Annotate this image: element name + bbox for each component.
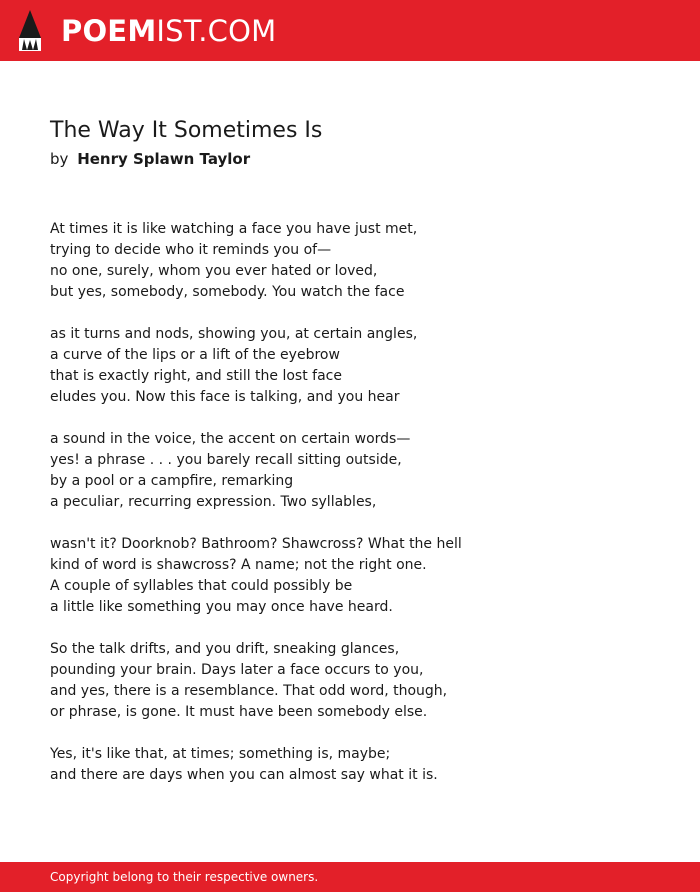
- poem-line: yes! a phrase . . . you barely recall sitting outside,: [50, 452, 402, 468]
- poem-stanza: [50, 219, 650, 303]
- poem-line: a curve of the lips or a lift of the eyebrow: [50, 347, 340, 363]
- logo-light-text: IST.COM: [156, 14, 277, 48]
- poem-line: kind of word is shawcross? A name; not the right one.: [50, 557, 427, 573]
- poem-title: The Way It Sometimes Is: [50, 118, 323, 143]
- poem-line: A couple of syllables that could possibly be: [50, 578, 353, 594]
- poem-line: eludes you. Now this face is talking, and you hear: [50, 389, 400, 405]
- poem-line: no one, surely, whom you ever hated or loved,: [50, 263, 378, 279]
- poem-line: pounding your brain. Days later a face occurs to you,: [50, 662, 424, 678]
- poem-line: as it turns and nods, showing you, at certain angles,: [50, 326, 418, 342]
- poem-line: but yes, somebody, somebody. You watch the face: [50, 284, 405, 300]
- poem-byline: [50, 148, 250, 170]
- by-label: by: [50, 150, 69, 168]
- pencil-icon[interactable]: [18, 10, 42, 51]
- poem-line: by a pool or a campfire, remarking: [50, 473, 294, 489]
- poem-line: and yes, there is a resemblance. That odd word, though,: [50, 683, 448, 699]
- poem-line: At times it is like watching a face you have just met,: [50, 221, 418, 237]
- poem-line: Yes, it's like that, at times; something is, maybe;: [50, 746, 391, 762]
- poem-line: that is exactly right, and still the lost face: [50, 368, 342, 384]
- poem-stanza: [50, 534, 650, 618]
- poem-stanza: [50, 639, 650, 723]
- site-header: [0, 0, 700, 61]
- copyright-text: Copyright belong to their respective owners.: [50, 870, 319, 884]
- poem-line: wasn't it? Doorknob? Bathroom? Shawcross? What the hell: [50, 536, 462, 552]
- poem-body: [50, 219, 650, 807]
- site-logo[interactable]: [61, 13, 276, 49]
- site-footer: [0, 862, 700, 892]
- poem-stanza: [50, 744, 650, 786]
- poem-line: a peculiar, recurring expression. Two syllables,: [50, 494, 377, 510]
- poem-line: a little like something you may once have heard.: [50, 599, 393, 615]
- poem-line: and there are days when you can almost say what it is.: [50, 767, 438, 783]
- poem-stanza: [50, 429, 650, 513]
- poem-line: trying to decide who it reminds you of—: [50, 242, 332, 258]
- poem-stanza: [50, 324, 650, 408]
- poem-line: So the talk drifts, and you drift, sneaking glances,: [50, 641, 400, 657]
- poem-line: a sound in the voice, the accent on certain words—: [50, 431, 411, 447]
- poem-author: Henry Splawn Taylor: [77, 150, 251, 168]
- poem-line: or phrase, is gone. It must have been somebody else.: [50, 704, 428, 720]
- logo-bold-text: POEM: [61, 14, 157, 48]
